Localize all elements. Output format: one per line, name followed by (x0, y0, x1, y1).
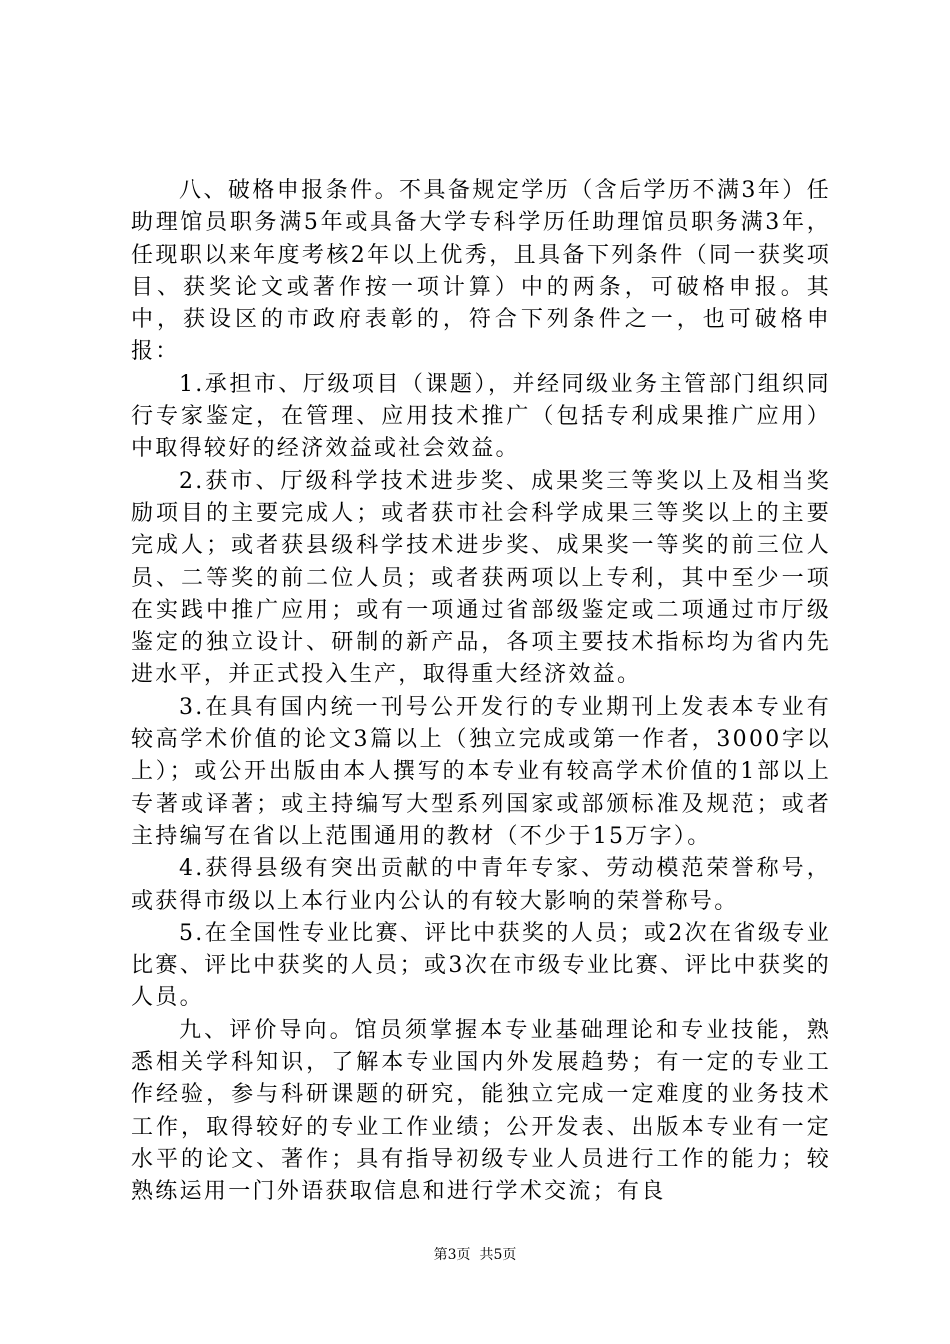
page-footer (0, 1244, 950, 1264)
page-number-label: 第3页 共5页 (433, 1247, 517, 1263)
paragraph-condition-4: 4.获得县级有突出贡献的中青年专家、劳动模范荣誉称号，或获得市级以上本行业内公认的有较大影响的荣誉称号。 (131, 856, 831, 914)
paragraph-breakthrough-conditions: 八、破格申报条件。不具备规定学历（含后学历不满3年）任助理馆员职务满5年或具备大学专科学历任助理馆员职务满3年，任现职以来年度考核2年以上优秀，且具备下列条件（同一获奖项目、获奖论文或著作按一项计算）中的两条，可破格申报。其中，获设区的市政府表彰的，符合下列条件之一，也可破格申报： (131, 178, 831, 365)
paragraph-condition-5: 5.在全国性专业比赛、评比中获奖的人员；或2次在省级专业比赛、评比中获奖的人员；或3次在市级专业比赛、评比中获奖的人员。 (131, 920, 831, 1011)
document-body (131, 175, 831, 1209)
paragraph-evaluation-guidance: 九、评价导向。馆员须掌握本专业基础理论和专业技能，熟悉相关学科知识，了解本专业国内外发展趋势；有一定的专业工作经验，参与科研课题的研究，能独立完成一定难度的业务技术工作，取得较好的专业工作业绩；公开发表、出版本专业有一定水平的论文、著作；具有指导初级专业人员进行工作的能力；较熟练运用一门外语获取信息和进行学术交流；有良 (131, 1017, 831, 1205)
paragraph-condition-2: 2.获市、厅级科学技术进步奖、成果奖三等奖以上及相当奖励项目的主要完成人；或者获市社会科学成果三等奖以上的主要完成人；或者获县级科学技术进步奖、成果奖一等奖的前三位人员、二等奖的前二位人员；或者获两项以上专利，其中至少一项在实践中推广应用；或有一项通过省部级鉴定或二项通过市厅级鉴定的独立设计、研制的新产品，各项主要技术指标均为省内先进水平，并正式投入生产，取得重大经济效益。 (131, 468, 831, 688)
paragraph-condition-1: 1.承担市、厅级项目（课题），并经同级业务主管部门组织同行专家鉴定，在管理、应用技术推广（包括专利成果推广应用）中取得较好的经济效益或社会效益。 (131, 371, 831, 462)
paragraph-condition-3: 3.在具有国内统一刊号公开发行的专业期刊上发表本专业有较高学术价值的论文3篇以上（独立完成或第一作者，3000字以上）；或公开出版由本人撰写的本专业有较高学术价值的1部以上专著或译著；或主持编写大型系列国家或部颁标准及规范；或者主持编写在省以上范围通用的教材（不少于15万字）。 (131, 694, 831, 849)
